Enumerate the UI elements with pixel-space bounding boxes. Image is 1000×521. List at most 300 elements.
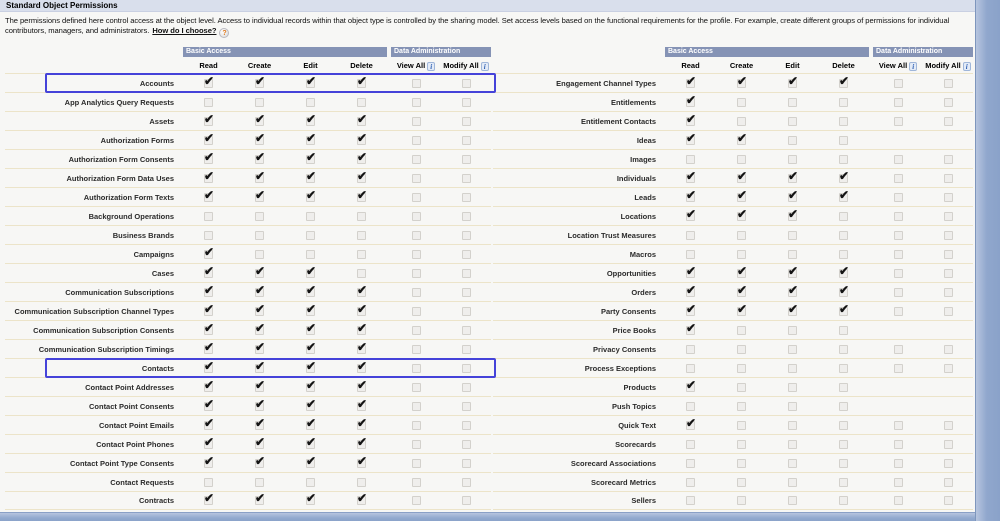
read-checkbox[interactable]	[686, 155, 695, 164]
create-checkbox[interactable]	[737, 364, 746, 373]
create-checkbox[interactable]	[255, 174, 264, 183]
create-checkbox[interactable]	[737, 212, 746, 221]
modify-all-checkbox[interactable]	[944, 345, 953, 354]
modify-all-checkbox[interactable]	[462, 383, 471, 392]
delete-checkbox[interactable]	[357, 402, 366, 411]
modify-all-checkbox[interactable]	[944, 478, 953, 487]
edit-checkbox[interactable]	[788, 98, 797, 107]
permission-row	[493, 168, 973, 187]
create-checkbox[interactable]	[737, 79, 746, 88]
read-checkbox[interactable]	[204, 440, 213, 449]
column-header-label: Create	[729, 60, 754, 70]
view-all-checkbox[interactable]	[412, 231, 421, 240]
create-checkbox[interactable]	[737, 402, 746, 411]
delete-checkbox[interactable]	[357, 364, 366, 373]
object-label: Authorization Form Texts	[83, 192, 174, 202]
read-checkbox[interactable]	[204, 174, 213, 183]
view-all-checkbox[interactable]	[894, 250, 903, 259]
object-label: Push Topics	[611, 401, 656, 411]
create-checkbox[interactable]	[255, 193, 264, 202]
delete-checkbox[interactable]	[357, 155, 366, 164]
edit-checkbox[interactable]	[306, 250, 315, 259]
create-checkbox[interactable]	[255, 79, 264, 88]
create-checkbox[interactable]	[737, 459, 746, 468]
edit-checkbox[interactable]	[306, 421, 315, 430]
view-all-checkbox[interactable]	[412, 212, 421, 221]
create-checkbox[interactable]	[737, 231, 746, 240]
create-checkbox[interactable]	[255, 155, 264, 164]
create-checkbox[interactable]	[255, 421, 264, 430]
edit-checkbox[interactable]	[788, 212, 797, 221]
read-checkbox[interactable]	[686, 307, 695, 316]
edit-checkbox[interactable]	[306, 402, 315, 411]
view-all-checkbox[interactable]	[412, 288, 421, 297]
view-all-checkbox[interactable]	[412, 98, 421, 107]
read-checkbox[interactable]	[686, 402, 695, 411]
edit-checkbox[interactable]	[306, 345, 315, 354]
read-checkbox[interactable]	[204, 98, 213, 107]
object-label: Contacts	[141, 363, 174, 373]
delete-checkbox[interactable]	[839, 421, 848, 430]
help-icon[interactable]: ?	[219, 28, 229, 38]
object-label: Locations	[620, 211, 656, 221]
delete-checkbox[interactable]	[357, 117, 366, 126]
create-checkbox[interactable]	[737, 136, 746, 145]
edit-checkbox[interactable]	[306, 364, 315, 373]
modify-all-checkbox[interactable]	[944, 440, 953, 449]
object-label: Authorization Form Data Uses	[66, 173, 174, 183]
create-checkbox[interactable]	[737, 383, 746, 392]
edit-checkbox[interactable]	[788, 307, 797, 316]
view-all-checkbox[interactable]	[412, 250, 421, 259]
edit-checkbox[interactable]	[306, 136, 315, 145]
read-checkbox[interactable]	[686, 250, 695, 259]
object-label: Entitlement Contacts	[580, 116, 656, 126]
edit-checkbox[interactable]	[306, 288, 315, 297]
delete-checkbox[interactable]	[839, 402, 848, 411]
modify-all-checkbox[interactable]	[944, 496, 953, 505]
read-checkbox[interactable]	[204, 288, 213, 297]
read-checkbox[interactable]	[204, 136, 213, 145]
info-icon[interactable]: i	[481, 62, 489, 71]
modify-all-checkbox[interactable]	[944, 269, 953, 278]
read-checkbox[interactable]	[204, 193, 213, 202]
permission-row	[493, 73, 973, 92]
read-checkbox[interactable]	[204, 459, 213, 468]
create-checkbox[interactable]	[737, 326, 746, 335]
create-checkbox[interactable]	[737, 193, 746, 202]
modify-all-checkbox[interactable]	[462, 155, 471, 164]
column-header-create	[234, 61, 285, 70]
edit-checkbox[interactable]	[788, 496, 797, 505]
view-all-checkbox[interactable]	[412, 459, 421, 468]
modify-all-checkbox[interactable]	[462, 496, 471, 505]
read-checkbox[interactable]	[686, 79, 695, 88]
delete-checkbox[interactable]	[839, 288, 848, 297]
edit-checkbox[interactable]	[306, 193, 315, 202]
edit-checkbox[interactable]	[788, 193, 797, 202]
edit-checkbox[interactable]	[306, 496, 315, 505]
modify-all-checkbox[interactable]	[944, 250, 953, 259]
create-checkbox[interactable]	[255, 345, 264, 354]
read-checkbox[interactable]	[686, 440, 695, 449]
modify-all-checkbox[interactable]	[462, 212, 471, 221]
delete-checkbox[interactable]	[839, 193, 848, 202]
edit-checkbox[interactable]	[788, 155, 797, 164]
permission-row	[493, 111, 973, 130]
view-all-checkbox[interactable]	[894, 231, 903, 240]
edit-checkbox[interactable]	[788, 421, 797, 430]
delete-checkbox[interactable]	[839, 136, 848, 145]
modify-all-checkbox[interactable]	[944, 364, 953, 373]
modify-all-checkbox[interactable]	[462, 269, 471, 278]
view-all-checkbox[interactable]	[412, 269, 421, 278]
delete-checkbox[interactable]	[839, 79, 848, 88]
delete-checkbox[interactable]	[839, 383, 848, 392]
read-checkbox[interactable]	[686, 174, 695, 183]
delete-checkbox[interactable]	[357, 421, 366, 430]
edit-checkbox[interactable]	[306, 478, 315, 487]
create-checkbox[interactable]	[255, 326, 264, 335]
create-checkbox[interactable]	[255, 459, 264, 468]
edit-checkbox[interactable]	[306, 269, 315, 278]
read-checkbox[interactable]	[686, 193, 695, 202]
standard-object-permissions-table-right	[493, 47, 973, 510]
delete-checkbox[interactable]	[839, 269, 848, 278]
read-checkbox[interactable]	[204, 307, 213, 316]
modify-all-checkbox[interactable]	[944, 174, 953, 183]
read-checkbox[interactable]	[204, 250, 213, 259]
create-checkbox[interactable]	[737, 98, 746, 107]
delete-checkbox[interactable]	[357, 79, 366, 88]
delete-checkbox[interactable]	[357, 174, 366, 183]
modify-all-checkbox[interactable]	[462, 345, 471, 354]
edit-checkbox[interactable]	[306, 326, 315, 335]
modify-all-checkbox[interactable]	[462, 174, 471, 183]
delete-checkbox[interactable]	[839, 459, 848, 468]
edit-checkbox[interactable]	[788, 231, 797, 240]
view-all-checkbox[interactable]	[894, 98, 903, 107]
read-checkbox[interactable]	[686, 459, 695, 468]
modify-all-checkbox[interactable]	[944, 307, 953, 316]
create-checkbox[interactable]	[255, 364, 264, 373]
delete-checkbox[interactable]	[839, 117, 848, 126]
delete-checkbox[interactable]	[839, 231, 848, 240]
create-checkbox[interactable]	[737, 421, 746, 430]
edit-checkbox[interactable]	[788, 383, 797, 392]
read-checkbox[interactable]	[686, 231, 695, 240]
delete-checkbox[interactable]	[357, 326, 366, 335]
create-checkbox[interactable]	[255, 496, 264, 505]
view-all-checkbox[interactable]	[894, 345, 903, 354]
view-all-checkbox[interactable]	[894, 212, 903, 221]
read-checkbox[interactable]	[204, 155, 213, 164]
read-checkbox[interactable]	[204, 364, 213, 373]
modify-all-checkbox[interactable]	[462, 326, 471, 335]
read-checkbox[interactable]	[204, 496, 213, 505]
edit-checkbox[interactable]	[306, 383, 315, 392]
read-checkbox[interactable]	[204, 478, 213, 487]
horizontal-scrollbar[interactable]	[0, 512, 1000, 521]
view-all-checkbox[interactable]	[894, 174, 903, 183]
create-checkbox[interactable]	[255, 212, 264, 221]
edit-checkbox[interactable]	[788, 136, 797, 145]
delete-checkbox[interactable]	[357, 307, 366, 316]
view-all-checkbox[interactable]	[412, 79, 421, 88]
read-checkbox[interactable]	[204, 117, 213, 126]
permission-row	[5, 358, 491, 377]
read-checkbox[interactable]	[686, 421, 695, 430]
delete-checkbox[interactable]	[357, 496, 366, 505]
edit-checkbox[interactable]	[788, 459, 797, 468]
read-checkbox[interactable]	[686, 383, 695, 392]
modify-all-checkbox[interactable]	[944, 193, 953, 202]
view-all-checkbox[interactable]	[412, 478, 421, 487]
delete-checkbox[interactable]	[357, 136, 366, 145]
modify-all-checkbox[interactable]	[944, 155, 953, 164]
edit-checkbox[interactable]	[306, 174, 315, 183]
delete-checkbox[interactable]	[357, 231, 366, 240]
create-checkbox[interactable]	[255, 250, 264, 259]
edit-checkbox[interactable]	[306, 440, 315, 449]
view-all-checkbox[interactable]	[412, 402, 421, 411]
modify-all-checkbox[interactable]	[462, 79, 471, 88]
create-checkbox[interactable]	[737, 307, 746, 316]
view-all-checkbox[interactable]	[412, 326, 421, 335]
modify-all-checkbox[interactable]	[462, 459, 471, 468]
read-checkbox[interactable]	[204, 345, 213, 354]
edit-checkbox[interactable]	[788, 117, 797, 126]
read-checkbox[interactable]	[686, 269, 695, 278]
edit-checkbox[interactable]	[306, 459, 315, 468]
create-checkbox[interactable]	[737, 288, 746, 297]
modify-all-checkbox[interactable]	[462, 231, 471, 240]
view-all-checkbox[interactable]	[894, 440, 903, 449]
delete-checkbox[interactable]	[839, 440, 848, 449]
create-checkbox[interactable]	[255, 269, 264, 278]
permission-row	[5, 73, 491, 92]
view-all-checkbox[interactable]	[412, 136, 421, 145]
modify-all-checkbox[interactable]	[462, 421, 471, 430]
how-do-i-choose-link[interactable]: How do I choose?	[152, 26, 217, 35]
info-icon[interactable]: i	[427, 62, 435, 71]
view-all-checkbox[interactable]	[412, 496, 421, 505]
object-label: Party Consents	[600, 306, 656, 316]
view-all-checkbox[interactable]	[412, 440, 421, 449]
read-checkbox[interactable]	[686, 98, 695, 107]
read-checkbox[interactable]	[686, 364, 695, 373]
delete-checkbox[interactable]	[839, 496, 848, 505]
modify-all-checkbox[interactable]	[462, 193, 471, 202]
edit-checkbox[interactable]	[788, 269, 797, 278]
edit-checkbox[interactable]	[788, 440, 797, 449]
create-checkbox[interactable]	[255, 478, 264, 487]
modify-all-checkbox[interactable]	[944, 421, 953, 430]
edit-checkbox[interactable]	[306, 212, 315, 221]
view-all-checkbox[interactable]	[412, 364, 421, 373]
view-all-checkbox[interactable]	[412, 383, 421, 392]
create-checkbox[interactable]	[737, 269, 746, 278]
delete-checkbox[interactable]	[839, 307, 848, 316]
edit-checkbox[interactable]	[306, 155, 315, 164]
create-checkbox[interactable]	[737, 440, 746, 449]
modify-all-checkbox[interactable]	[944, 459, 953, 468]
create-checkbox[interactable]	[737, 478, 746, 487]
edit-checkbox[interactable]	[788, 478, 797, 487]
edit-checkbox[interactable]	[788, 288, 797, 297]
modify-all-checkbox[interactable]	[462, 364, 471, 373]
create-checkbox[interactable]	[255, 383, 264, 392]
modify-all-checkbox[interactable]	[462, 307, 471, 316]
modify-all-checkbox[interactable]	[462, 402, 471, 411]
delete-checkbox[interactable]	[357, 440, 366, 449]
read-checkbox[interactable]	[204, 402, 213, 411]
delete-checkbox[interactable]	[839, 250, 848, 259]
edit-checkbox[interactable]	[306, 98, 315, 107]
object-label: Communication Subscriptions	[65, 287, 174, 297]
view-all-checkbox[interactable]	[412, 307, 421, 316]
read-checkbox[interactable]	[204, 79, 213, 88]
permission-row	[5, 491, 491, 510]
read-checkbox[interactable]	[204, 383, 213, 392]
create-checkbox[interactable]	[737, 250, 746, 259]
read-checkbox[interactable]	[686, 288, 695, 297]
table-column-headers	[5, 57, 491, 73]
create-checkbox[interactable]	[737, 345, 746, 354]
modify-all-checkbox[interactable]	[462, 117, 471, 126]
delete-checkbox[interactable]	[357, 98, 366, 107]
delete-checkbox[interactable]	[357, 459, 366, 468]
info-icon[interactable]: i	[909, 62, 917, 71]
edit-checkbox[interactable]	[306, 117, 315, 126]
delete-checkbox[interactable]	[357, 250, 366, 259]
read-checkbox[interactable]	[686, 478, 695, 487]
view-all-checkbox[interactable]	[894, 155, 903, 164]
edit-checkbox[interactable]	[788, 250, 797, 259]
delete-checkbox[interactable]	[839, 212, 848, 221]
edit-checkbox[interactable]	[788, 345, 797, 354]
delete-checkbox[interactable]	[839, 98, 848, 107]
object-label: Entitlements	[610, 97, 656, 107]
modify-all-checkbox[interactable]	[944, 117, 953, 126]
edit-checkbox[interactable]	[788, 402, 797, 411]
create-checkbox[interactable]	[255, 307, 264, 316]
delete-checkbox[interactable]	[357, 478, 366, 487]
delete-checkbox[interactable]	[357, 212, 366, 221]
view-all-checkbox[interactable]	[894, 478, 903, 487]
delete-checkbox[interactable]	[357, 269, 366, 278]
view-all-checkbox[interactable]	[412, 193, 421, 202]
info-icon[interactable]: i	[963, 62, 971, 71]
delete-checkbox[interactable]	[839, 326, 848, 335]
read-checkbox[interactable]	[686, 496, 695, 505]
edit-checkbox[interactable]	[306, 79, 315, 88]
modify-all-checkbox[interactable]	[944, 79, 953, 88]
modify-all-checkbox[interactable]	[462, 136, 471, 145]
create-checkbox[interactable]	[255, 402, 264, 411]
view-all-checkbox[interactable]	[894, 364, 903, 373]
modify-all-checkbox[interactable]	[462, 288, 471, 297]
create-checkbox[interactable]	[737, 155, 746, 164]
object-label: Contact Point Addresses	[85, 382, 174, 392]
edit-checkbox[interactable]	[788, 79, 797, 88]
modify-all-checkbox[interactable]	[944, 98, 953, 107]
read-checkbox[interactable]	[204, 326, 213, 335]
vertical-scrollbar[interactable]	[975, 0, 1000, 521]
read-checkbox[interactable]	[686, 136, 695, 145]
modify-all-checkbox[interactable]	[944, 231, 953, 240]
delete-checkbox[interactable]	[839, 364, 848, 373]
create-checkbox[interactable]	[255, 98, 264, 107]
view-all-checkbox[interactable]	[894, 496, 903, 505]
edit-checkbox[interactable]	[788, 326, 797, 335]
modify-all-checkbox[interactable]	[462, 440, 471, 449]
delete-checkbox[interactable]	[839, 174, 848, 183]
view-all-checkbox[interactable]	[894, 269, 903, 278]
edit-checkbox[interactable]	[788, 174, 797, 183]
read-checkbox[interactable]	[686, 117, 695, 126]
read-checkbox[interactable]	[204, 421, 213, 430]
create-checkbox[interactable]	[255, 231, 264, 240]
delete-checkbox[interactable]	[839, 155, 848, 164]
column-header-read	[665, 61, 716, 70]
create-checkbox[interactable]	[737, 117, 746, 126]
delete-checkbox[interactable]	[357, 288, 366, 297]
modify-all-checkbox[interactable]	[944, 212, 953, 221]
modify-all-checkbox[interactable]	[462, 478, 471, 487]
create-checkbox[interactable]	[255, 136, 264, 145]
view-all-checkbox[interactable]	[894, 288, 903, 297]
create-checkbox[interactable]	[737, 174, 746, 183]
delete-checkbox[interactable]	[357, 383, 366, 392]
view-all-checkbox[interactable]	[894, 459, 903, 468]
view-all-checkbox[interactable]	[894, 117, 903, 126]
view-all-checkbox[interactable]	[412, 117, 421, 126]
read-checkbox[interactable]	[204, 231, 213, 240]
edit-checkbox[interactable]	[306, 231, 315, 240]
edit-checkbox[interactable]	[306, 307, 315, 316]
delete-checkbox[interactable]	[357, 193, 366, 202]
read-checkbox[interactable]	[686, 212, 695, 221]
read-checkbox[interactable]	[686, 345, 695, 354]
create-checkbox[interactable]	[255, 440, 264, 449]
view-all-checkbox[interactable]	[412, 421, 421, 430]
modify-all-checkbox[interactable]	[944, 288, 953, 297]
view-all-checkbox[interactable]	[412, 155, 421, 164]
delete-checkbox[interactable]	[839, 345, 848, 354]
delete-checkbox[interactable]	[357, 345, 366, 354]
permission-row	[5, 168, 491, 187]
view-all-checkbox[interactable]	[894, 421, 903, 430]
create-checkbox[interactable]	[255, 117, 264, 126]
modify-all-checkbox[interactable]	[462, 98, 471, 107]
view-all-checkbox[interactable]	[894, 79, 903, 88]
read-checkbox[interactable]	[686, 326, 695, 335]
permission-row	[5, 111, 491, 130]
view-all-checkbox[interactable]	[412, 345, 421, 354]
modify-all-checkbox[interactable]	[462, 250, 471, 259]
view-all-checkbox[interactable]	[894, 307, 903, 316]
create-checkbox[interactable]	[737, 496, 746, 505]
create-checkbox[interactable]	[255, 288, 264, 297]
edit-checkbox[interactable]	[788, 364, 797, 373]
delete-checkbox[interactable]	[839, 478, 848, 487]
view-all-checkbox[interactable]	[412, 174, 421, 183]
object-label: Opportunities	[606, 268, 656, 278]
read-checkbox[interactable]	[204, 212, 213, 221]
view-all-checkbox[interactable]	[894, 193, 903, 202]
read-checkbox[interactable]	[204, 269, 213, 278]
